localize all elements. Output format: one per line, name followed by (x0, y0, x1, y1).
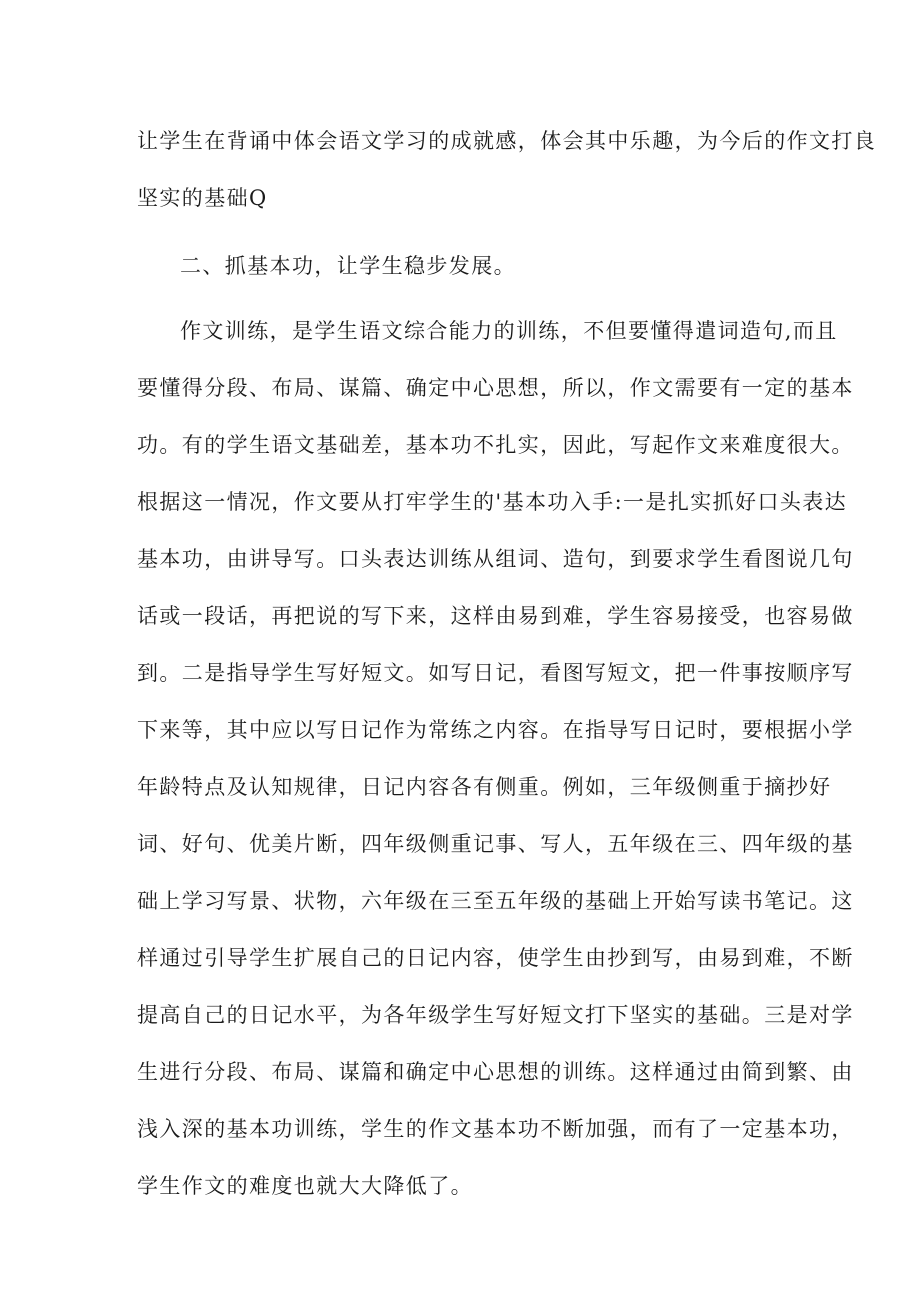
paragraph-line-11: 础上学习写景、状物，六年级在三至五年级的基础上开始写读书笔记。这 (137, 889, 854, 913)
paragraph-line-13: 提高自己的日记水平，为各年级学生写好短文打下坚实的基础。三是对学 (137, 1003, 854, 1027)
paragraph-line-1: 作文训练，是学生语文综合能力的训练，不但要懂得遣词造句,而且 (180, 319, 838, 343)
paragraph-line-3: 功。有的学生语文基础差，基本功不扎实，因此，写起作文来难度很大。 (137, 433, 854, 457)
paragraph-line-6: 话或一段话，再把说的写下来，这样由易到难，学生容易接受，也容易做 (137, 604, 854, 628)
paragraph-line-9: 年龄特点及认知规律，日记内容各有侧重。例如，三年级侧重于摘抄好 (137, 775, 832, 799)
paragraph-line-4: 根据这一情况，作文要从打牢学生的'基本功入手:一是扎实抓好口头表达 (137, 490, 848, 514)
text-line-2: 坚实的基础Q (137, 186, 268, 210)
paragraph-line-12: 样通过引导学生扩展自己的日记内容，使学生由抄到写，由易到难，不断 (137, 946, 854, 970)
paragraph-line-2: 要懂得分段、布局、谋篇、确定中心思想，所以，作文需要有一定的基本 (137, 376, 854, 400)
paragraph-line-15: 浅入深的基本功训练，学生的作文基本功不断加强，而有了一定基本功， (137, 1117, 854, 1141)
paragraph-line-14: 生进行分段、布局、谋篇和确定中心思想的训练。这样通过由简到繁、由 (137, 1060, 854, 1084)
section-heading: 二、抓基本功，让学生稳步发展。 (180, 254, 516, 278)
paragraph-line-16: 学生作文的难度也就大大降低了。 (137, 1174, 473, 1198)
text-line-1: 让学生在背诵中体会语文学习的成就感，体会其中乐趣，为今后的作文打良 (137, 129, 877, 153)
paragraph-line-10: 词、好句、优美片断，四年级侧重记事、写人，五年级在三、四年级的基 (137, 832, 854, 856)
paragraph-line-7: 到。二是指导学生写好短文。如写日记，看图写短文，把一件事按顺序写 (137, 661, 854, 685)
paragraph-line-8: 下来等，其中应以写日记作为常练之内容。在指导写日记时，要根据小学 (137, 718, 854, 742)
paragraph-line-5: 基本功，由讲导写。口头表达训练从组词、造句，到要求学生看图说几句 (137, 547, 854, 571)
